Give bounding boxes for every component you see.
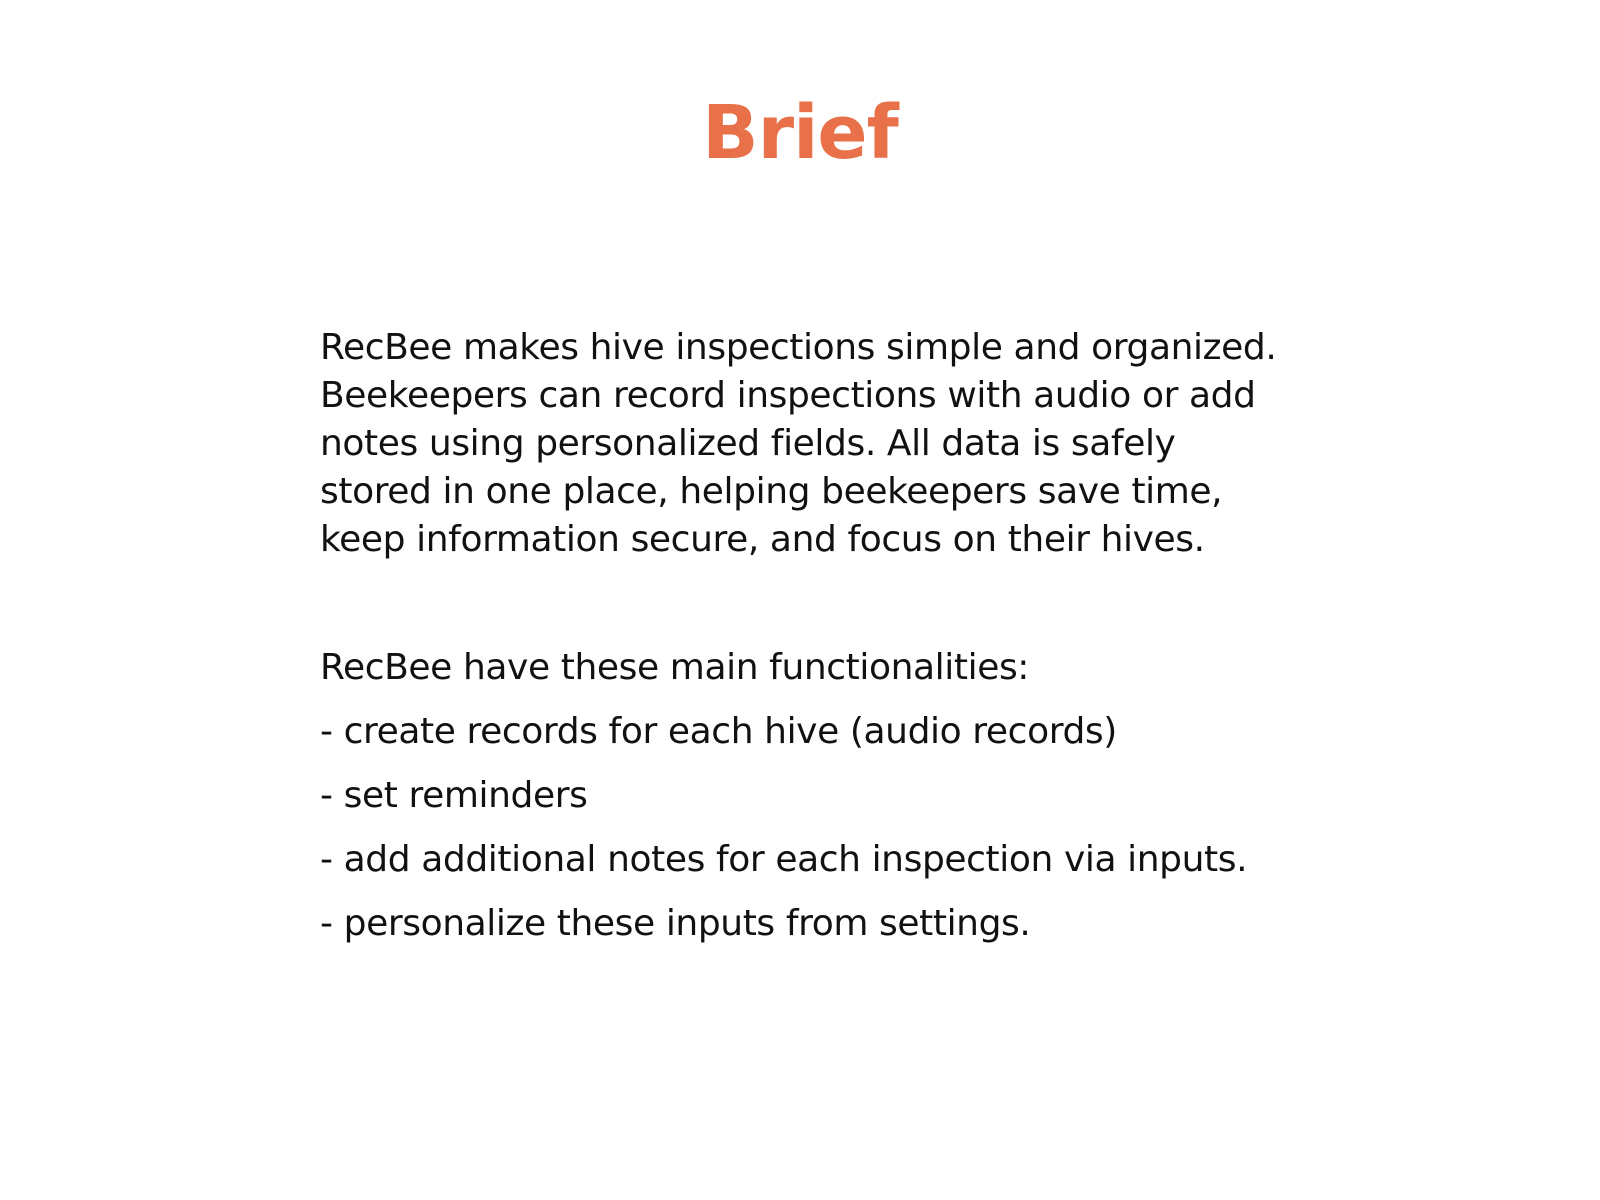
- list-item: - set reminders: [320, 775, 588, 816]
- intro-line: RecBee makes hive inspections simple and organized.: [320, 327, 1277, 368]
- intro-paragraph: [320, 324, 1320, 564]
- brief-content: [320, 324, 1320, 964]
- page-title: Brief: [702, 90, 898, 176]
- intro-line: Beekeepers can record inspections with audio or add: [320, 375, 1256, 416]
- list-item: - personalize these inputs from settings.: [320, 903, 1031, 944]
- intro-line: stored in one place, helping beekeepers save time,: [320, 471, 1223, 512]
- list-item: - create records for each hive (audio records): [320, 711, 1117, 752]
- intro-line: keep information secure, and focus on their hives.: [320, 519, 1205, 560]
- features-heading: RecBee have these main functionalities:: [320, 647, 1030, 688]
- feature-list: [320, 708, 1320, 948]
- list-item: - add additional notes for each inspection via inputs.: [320, 839, 1248, 880]
- intro-line: notes using personalized fields. All data is safely: [320, 423, 1176, 464]
